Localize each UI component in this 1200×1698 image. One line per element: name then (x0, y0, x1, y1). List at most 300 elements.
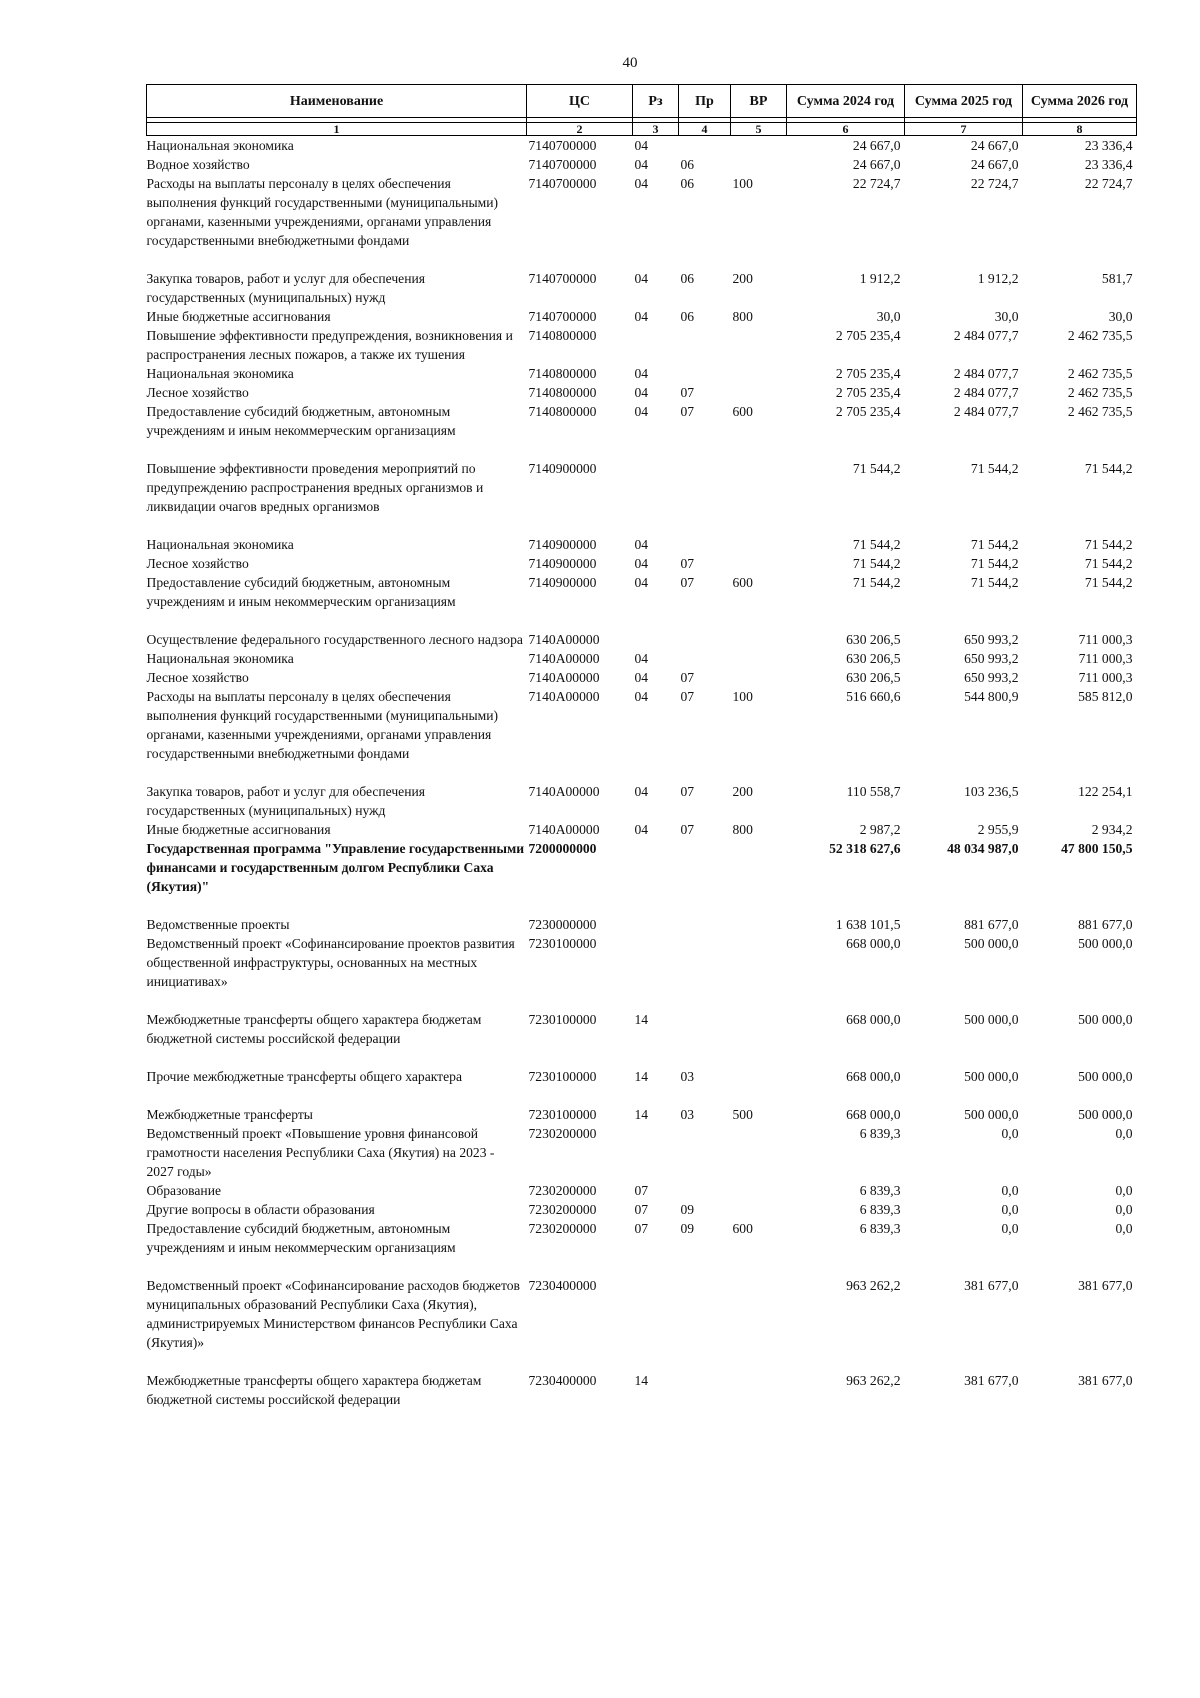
row-sum-2025: 0,0 (1001, 1183, 1019, 1198)
row-sum-2025: 0,0 (1001, 1221, 1019, 1236)
header-rz: Рз (633, 85, 679, 118)
column-number: 7 (905, 123, 1023, 136)
row-sum-2026: 23 336,4 (1084, 138, 1133, 153)
row-sum-2024: 6 839,3 (859, 1126, 901, 1141)
row-sum-2026: 0,0 (1115, 1221, 1133, 1236)
table-row (147, 1371, 1137, 1409)
row-sum-2025: 500 000,0 (964, 1107, 1019, 1122)
header-vr: ВР (731, 85, 787, 118)
row-vr (731, 535, 787, 554)
row-vr (731, 136, 787, 156)
row-sum-2025: 2 484 077,7 (953, 328, 1019, 343)
row-vr: 500 (732, 1107, 753, 1122)
row-sum-2024: 6 839,3 (859, 1221, 901, 1236)
row-sum-2024: 516 660,6 (846, 689, 901, 704)
row-sum-2024: 71 544,2 (852, 461, 901, 476)
row-sum-2025: 24 667,0 (970, 138, 1019, 153)
row-sum-2025: 2 484 077,7 (953, 366, 1019, 381)
row-rz (633, 1124, 679, 1181)
row-name: Предоставление субсидий бюджетным, автономным учреждениям и иным некоммерческим организациям (146, 404, 456, 438)
row-sum-2026: 2 934,2 (1091, 822, 1133, 837)
column-number: 8 (1023, 123, 1137, 136)
row-rz: 14 (634, 1012, 649, 1027)
table-row (147, 915, 1137, 934)
table-row (147, 269, 1137, 307)
row-sum-2026: 711 000,3 (1078, 670, 1133, 685)
header-sum-2026: Сумма 2026 год (1023, 85, 1137, 118)
row-sum-2026: 381 677,0 (1078, 1373, 1133, 1388)
budget-table (146, 84, 1137, 1409)
row-name: Расходы на выплаты персоналу в целях обеспечения выполнения функций государственными (муниципальными) органами, казенными учреждениями, органами управления государственными внебюджетными фондами (146, 176, 499, 248)
row-name: Национальная экономика (146, 138, 294, 153)
row-cs: 7230100000 (528, 1012, 597, 1027)
row-rz: 04 (634, 366, 649, 381)
row-name: Расходы на выплаты персоналу в целях обеспечения выполнения функций государственными (муниципальными) органами, казенными учреждениями, органами управления государственными внебюджетными фондами (146, 689, 499, 761)
row-pr: 03 (680, 1069, 695, 1084)
row-name: Ведомственный проект «Повышение уровня финансовой грамотности населения Республики Саха (Якутия) на 2023 - 2027 годы» (146, 1126, 495, 1179)
table-row (147, 649, 1137, 668)
row-pr (679, 649, 731, 668)
row-pr (679, 1124, 731, 1181)
row-rz: 04 (634, 689, 649, 704)
row-pr (679, 1181, 731, 1200)
table-row (147, 307, 1137, 326)
row-sum-2025: 71 544,2 (970, 461, 1019, 476)
row-sum-2026: 2 462 735,5 (1067, 385, 1133, 400)
row-pr (679, 459, 731, 535)
row-pr: 03 (680, 1107, 695, 1122)
row-cs: 7140800000 (528, 385, 597, 400)
row-vr (731, 1200, 787, 1219)
row-sum-2024: 71 544,2 (852, 556, 901, 571)
row-cs: 7230100000 (528, 1069, 597, 1084)
row-sum-2026: 23 336,4 (1084, 157, 1133, 172)
row-vr (731, 1010, 787, 1067)
row-vr (731, 1067, 787, 1105)
row-rz: 04 (634, 271, 649, 286)
row-pr: 06 (680, 271, 695, 286)
row-pr: 07 (680, 556, 695, 571)
row-cs: 7140А00000 (528, 632, 600, 647)
row-sum-2025: 30,0 (994, 309, 1019, 324)
row-sum-2026: 71 544,2 (1084, 575, 1133, 590)
row-sum-2026: 581,7 (1101, 271, 1133, 286)
row-sum-2026: 122 254,1 (1078, 784, 1133, 799)
row-name: Межбюджетные трансферты (146, 1107, 313, 1122)
row-cs: 7230400000 (528, 1373, 597, 1388)
row-sum-2024: 963 262,2 (846, 1278, 901, 1293)
table-row (147, 554, 1137, 573)
row-pr (679, 535, 731, 554)
table-row (147, 839, 1137, 915)
row-rz (633, 915, 679, 934)
row-rz: 04 (634, 651, 649, 666)
row-vr (731, 155, 787, 174)
table-row (147, 402, 1137, 459)
row-name: Водное хозяйство (146, 157, 250, 172)
row-cs: 7140800000 (528, 404, 597, 419)
row-name: Закупка товаров, работ и услуг для обеспечения государственных (муниципальных) нужд (146, 784, 425, 818)
row-sum-2026: 22 724,7 (1084, 176, 1133, 191)
row-rz (633, 459, 679, 535)
row-vr: 100 (732, 176, 753, 191)
header-sum-2024: Сумма 2024 год (787, 85, 905, 118)
table-row (147, 326, 1137, 364)
row-rz: 04 (634, 670, 649, 685)
row-sum-2026: 30,0 (1108, 309, 1133, 324)
row-name: Лесное хозяйство (146, 670, 249, 685)
row-vr (731, 1371, 787, 1409)
row-cs: 7230200000 (528, 1202, 597, 1217)
row-pr: 07 (680, 689, 695, 704)
row-pr (679, 934, 731, 1010)
row-cs: 7140А00000 (528, 689, 600, 704)
row-sum-2025: 71 544,2 (970, 537, 1019, 552)
row-pr (679, 364, 731, 383)
row-rz (633, 1276, 679, 1371)
row-pr: 09 (680, 1202, 695, 1217)
table-row (147, 174, 1137, 269)
row-sum-2024: 24 667,0 (852, 157, 901, 172)
row-sum-2025: 2 955,9 (977, 822, 1019, 837)
row-sum-2026: 47 800 150,5 (1061, 841, 1133, 856)
row-pr: 07 (680, 670, 695, 685)
column-number: 2 (527, 123, 633, 136)
row-vr (731, 630, 787, 649)
budget-table-container (146, 84, 1136, 1409)
row-pr: 09 (680, 1221, 695, 1236)
row-vr: 600 (732, 575, 753, 590)
table-row (147, 1276, 1137, 1371)
row-sum-2025: 48 034 987,0 (947, 841, 1019, 856)
row-vr: 200 (732, 271, 753, 286)
row-sum-2026: 71 544,2 (1084, 537, 1133, 552)
column-number: 3 (633, 123, 679, 136)
row-name: Осуществление федерального государственного лесного надзора (146, 632, 523, 647)
row-pr (679, 1010, 731, 1067)
row-pr (679, 1276, 731, 1371)
header-name: Наименование (147, 85, 527, 118)
row-vr (731, 915, 787, 934)
row-sum-2025: 500 000,0 (964, 1069, 1019, 1084)
row-name: Ведомственный проект «Софинансирование проектов развития общественной инфраструктуры, основанных на местных инициативах» (146, 936, 515, 989)
row-sum-2024: 30,0 (876, 309, 901, 324)
row-vr (731, 934, 787, 1010)
row-sum-2026: 500 000,0 (1078, 1012, 1133, 1027)
row-sum-2024: 668 000,0 (846, 936, 901, 951)
row-sum-2025: 0,0 (1001, 1126, 1019, 1141)
table-row (147, 630, 1137, 649)
table-row (147, 364, 1137, 383)
table-row (147, 459, 1137, 535)
row-cs: 7140700000 (528, 309, 597, 324)
row-cs: 7230100000 (528, 1107, 597, 1122)
row-sum-2025: 0,0 (1001, 1202, 1019, 1217)
row-sum-2025: 71 544,2 (970, 575, 1019, 590)
row-name: Предоставление субсидий бюджетным, автономным учреждениям и иным некоммерческим организациям (146, 1221, 456, 1255)
row-cs: 7140А00000 (528, 822, 600, 837)
row-sum-2024: 630 206,5 (846, 632, 901, 647)
row-rz (633, 839, 679, 915)
row-vr: 200 (732, 784, 753, 799)
row-sum-2025: 1 912,2 (977, 271, 1019, 286)
row-name: Предоставление субсидий бюджетным, автономным учреждениям и иным некоммерческим организациям (146, 575, 456, 609)
row-cs: 7230200000 (528, 1221, 597, 1236)
row-rz: 04 (634, 537, 649, 552)
row-pr: 06 (680, 309, 695, 324)
row-sum-2026: 500 000,0 (1078, 1069, 1133, 1084)
row-sum-2026: 585 812,0 (1078, 689, 1133, 704)
row-rz: 14 (634, 1069, 649, 1084)
row-pr: 07 (680, 784, 695, 799)
row-rz: 04 (634, 138, 649, 153)
table-row (147, 1105, 1137, 1124)
row-sum-2024: 2 705 235,4 (835, 385, 901, 400)
table-row (147, 383, 1137, 402)
row-name: Прочие межбюджетные трансферты общего характера (146, 1069, 462, 1084)
row-sum-2024: 2 705 235,4 (835, 366, 901, 381)
row-sum-2024: 963 262,2 (846, 1373, 901, 1388)
row-sum-2024: 22 724,7 (852, 176, 901, 191)
row-cs: 7230200000 (528, 1126, 597, 1141)
row-sum-2024: 71 544,2 (852, 537, 901, 552)
row-cs: 7140700000 (528, 157, 597, 172)
table-row (147, 934, 1137, 1010)
row-rz: 07 (634, 1202, 649, 1217)
row-cs: 7140800000 (528, 328, 597, 343)
row-vr (731, 1181, 787, 1200)
row-vr (731, 839, 787, 915)
row-sum-2024: 6 839,3 (859, 1183, 901, 1198)
row-sum-2024: 630 206,5 (846, 651, 901, 666)
row-sum-2025: 500 000,0 (964, 936, 1019, 951)
row-rz: 14 (634, 1107, 649, 1122)
row-sum-2025: 500 000,0 (964, 1012, 1019, 1027)
row-sum-2025: 103 236,5 (964, 784, 1019, 799)
row-name: Другие вопросы в области образования (146, 1202, 375, 1217)
row-vr (731, 364, 787, 383)
row-vr: 600 (732, 1221, 753, 1236)
table-row (147, 1181, 1137, 1200)
table-row (147, 1200, 1137, 1219)
row-rz: 04 (634, 784, 649, 799)
row-rz: 04 (634, 822, 649, 837)
table-row (147, 155, 1137, 174)
row-name: Повышение эффективности проведения мероприятий по предупреждению распространения вредных организмов и ликвидации очагов вредных организмов (146, 461, 484, 514)
row-rz: 04 (634, 575, 649, 590)
row-name: Ведомственный проект «Софинансирование расходов бюджетов муниципальных образований Республики Саха (Якутия), администрируемых Министерством финансов Республики Саха (Якутия)» (146, 1278, 520, 1350)
row-sum-2026: 381 677,0 (1078, 1278, 1133, 1293)
table-row (147, 687, 1137, 782)
row-sum-2026: 2 462 735,5 (1067, 404, 1133, 419)
row-name: Национальная экономика (146, 537, 294, 552)
row-name: Национальная экономика (146, 651, 294, 666)
table-row (147, 820, 1137, 839)
row-name: Лесное хозяйство (146, 385, 249, 400)
row-vr (731, 326, 787, 364)
row-pr (679, 630, 731, 649)
row-rz: 04 (634, 309, 649, 324)
table-row (147, 136, 1137, 156)
row-rz: 04 (634, 385, 649, 400)
row-pr (679, 839, 731, 915)
row-cs: 7140А00000 (528, 651, 600, 666)
header-cs: ЦС (527, 85, 633, 118)
column-number: 1 (147, 123, 527, 136)
row-sum-2025: 2 484 077,7 (953, 385, 1019, 400)
row-sum-2024: 1 912,2 (859, 271, 901, 286)
row-sum-2024: 630 206,5 (846, 670, 901, 685)
table-row (147, 1124, 1137, 1181)
row-name: Иные бюджетные ассигнования (146, 309, 331, 324)
row-cs: 7140700000 (528, 138, 597, 153)
row-cs: 7230000000 (528, 917, 597, 932)
row-rz (633, 326, 679, 364)
table-row (147, 573, 1137, 630)
row-cs: 7140900000 (528, 556, 597, 571)
row-vr: 600 (732, 404, 753, 419)
table-row (147, 535, 1137, 554)
row-name: Закупка товаров, работ и услуг для обеспечения государственных (муниципальных) нужд (146, 271, 425, 305)
row-sum-2024: 2 705 235,4 (835, 404, 901, 419)
header-pr: Пр (679, 85, 731, 118)
row-sum-2024: 1 638 101,5 (835, 917, 901, 932)
row-sum-2024: 668 000,0 (846, 1107, 901, 1122)
row-cs: 7140А00000 (528, 670, 600, 685)
row-pr (679, 326, 731, 364)
row-name: Ведомственные проекты (146, 917, 290, 932)
row-sum-2026: 71 544,2 (1084, 556, 1133, 571)
header-row (147, 85, 1137, 118)
row-name: Межбюджетные трансферты общего характера бюджетам бюджетной системы российской федерации (146, 1012, 482, 1046)
row-sum-2026: 711 000,3 (1078, 632, 1133, 647)
row-sum-2025: 381 677,0 (964, 1278, 1019, 1293)
column-number: 4 (679, 123, 731, 136)
row-sum-2026: 2 462 735,5 (1067, 328, 1133, 343)
row-rz (633, 630, 679, 649)
column-number: 6 (787, 123, 905, 136)
header-sum-2025: Сумма 2025 год (905, 85, 1023, 118)
table-row (147, 782, 1137, 820)
row-pr: 06 (680, 157, 695, 172)
row-vr (731, 554, 787, 573)
row-cs: 7230400000 (528, 1278, 597, 1293)
row-sum-2026: 71 544,2 (1084, 461, 1133, 476)
row-sum-2024: 110 558,7 (846, 784, 901, 799)
row-sum-2026: 500 000,0 (1078, 936, 1133, 951)
row-pr: 07 (680, 385, 695, 400)
row-sum-2024: 71 544,2 (852, 575, 901, 590)
row-sum-2026: 0,0 (1115, 1202, 1133, 1217)
row-name: Лесное хозяйство (146, 556, 249, 571)
row-rz: 04 (634, 404, 649, 419)
row-sum-2026: 0,0 (1115, 1126, 1133, 1141)
row-vr (731, 649, 787, 668)
row-name: Межбюджетные трансферты общего характера бюджетам бюджетной системы российской федерации (146, 1373, 482, 1407)
page-number: 40 (622, 55, 638, 71)
table-row (147, 1067, 1137, 1105)
row-name: Государственная программа "Управление государственными финансами и государственным долгом Республики Саха (Якутия)" (146, 841, 525, 894)
row-sum-2025: 22 724,7 (970, 176, 1019, 191)
row-sum-2026: 0,0 (1115, 1183, 1133, 1198)
row-sum-2026: 500 000,0 (1078, 1107, 1133, 1122)
row-sum-2025: 24 667,0 (970, 157, 1019, 172)
row-cs: 7230100000 (528, 936, 597, 951)
row-rz: 07 (634, 1221, 649, 1236)
row-vr (731, 1124, 787, 1181)
row-cs: 7140900000 (528, 461, 597, 476)
row-sum-2025: 650 993,2 (964, 670, 1019, 685)
table-body (147, 136, 1137, 1410)
row-name: Повышение эффективности предупреждения, возникновения и распространения лесных пожаров, а также их тушения (146, 328, 513, 362)
row-vr (731, 668, 787, 687)
row-cs: 7140А00000 (528, 784, 600, 799)
row-sum-2025: 544 800,9 (964, 689, 1019, 704)
row-sum-2025: 881 677,0 (964, 917, 1019, 932)
row-pr: 07 (680, 575, 695, 590)
column-number: 5 (731, 123, 787, 136)
row-sum-2024: 2 705 235,4 (835, 328, 901, 343)
row-cs: 7140800000 (528, 366, 597, 381)
row-sum-2024: 6 839,3 (859, 1202, 901, 1217)
row-sum-2024: 668 000,0 (846, 1012, 901, 1027)
row-sum-2026: 881 677,0 (1078, 917, 1133, 932)
row-cs: 7140900000 (528, 575, 597, 590)
table-row (147, 1219, 1137, 1276)
row-name: Национальная экономика (146, 366, 294, 381)
row-name: Образование (146, 1183, 222, 1198)
row-vr: 800 (732, 822, 753, 837)
row-sum-2025: 650 993,2 (964, 632, 1019, 647)
row-sum-2026: 711 000,3 (1078, 651, 1133, 666)
row-cs: 7230200000 (528, 1183, 597, 1198)
row-cs: 7200000000 (528, 841, 597, 856)
row-vr (731, 383, 787, 402)
row-vr: 100 (732, 689, 753, 704)
row-cs: 7140900000 (528, 537, 597, 552)
row-sum-2024: 52 318 627,6 (829, 841, 901, 856)
row-pr: 07 (680, 822, 695, 837)
row-rz: 07 (634, 1183, 649, 1198)
row-vr (731, 459, 787, 535)
table-row (147, 1010, 1137, 1067)
row-pr: 07 (680, 404, 695, 419)
row-sum-2025: 2 484 077,7 (953, 404, 1019, 419)
row-name: Иные бюджетные ассигнования (146, 822, 331, 837)
row-pr (679, 136, 731, 156)
row-sum-2025: 71 544,2 (970, 556, 1019, 571)
row-cs: 7140700000 (528, 271, 597, 286)
row-vr: 800 (732, 309, 753, 324)
row-sum-2025: 381 677,0 (964, 1373, 1019, 1388)
row-sum-2024: 668 000,0 (846, 1069, 901, 1084)
row-pr: 06 (680, 176, 695, 191)
row-rz: 04 (634, 157, 649, 172)
row-rz: 14 (634, 1373, 649, 1388)
row-sum-2026: 2 462 735,5 (1067, 366, 1133, 381)
row-pr (679, 915, 731, 934)
row-sum-2024: 24 667,0 (852, 138, 901, 153)
row-pr (679, 1371, 731, 1409)
column-number-row (147, 123, 1137, 136)
row-cs: 7140700000 (528, 176, 597, 191)
row-rz (633, 934, 679, 1010)
table-row (147, 668, 1137, 687)
row-rz: 04 (634, 176, 649, 191)
row-sum-2024: 2 987,2 (859, 822, 901, 837)
row-vr (731, 1276, 787, 1371)
row-sum-2025: 650 993,2 (964, 651, 1019, 666)
